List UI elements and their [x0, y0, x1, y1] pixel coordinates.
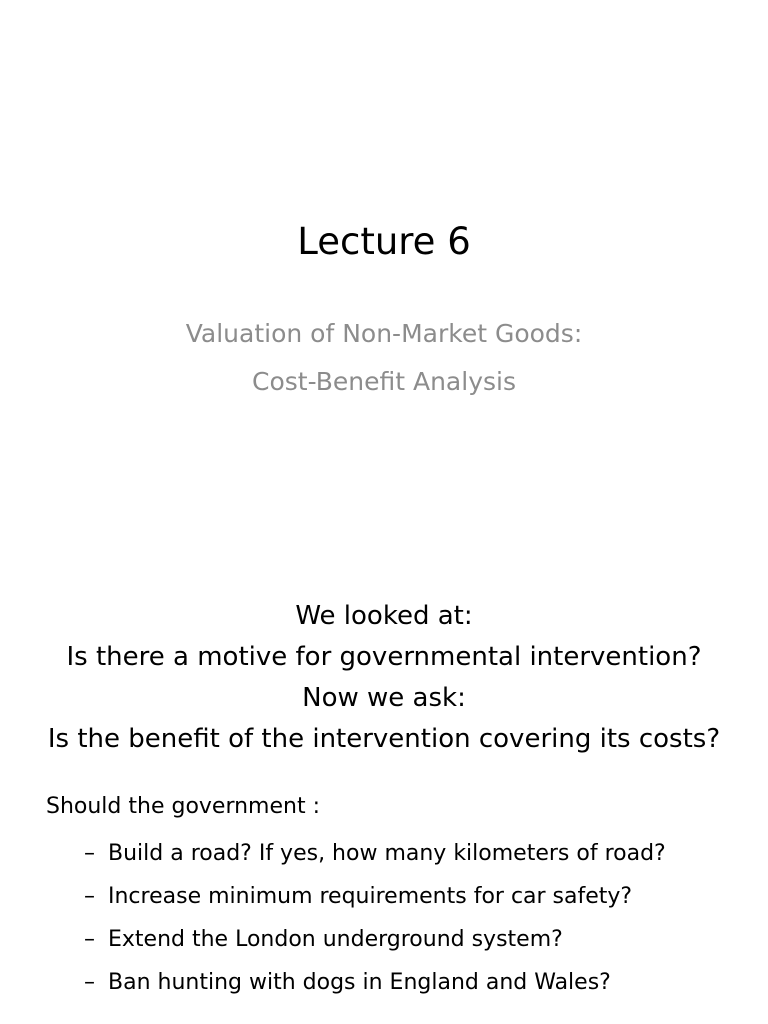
heading-line: We looked at: — [295, 601, 473, 631]
heading-line: Is the benefit of the intervention covering its costs? — [47, 724, 721, 754]
list-item — [84, 922, 666, 965]
heading-line: Now we ask: — [302, 683, 466, 713]
list-item — [84, 965, 666, 1008]
dash-icon: – — [84, 841, 95, 866]
slide-title: Lecture 6 — [297, 220, 471, 263]
list-item — [84, 879, 666, 922]
list-item-text: Ban hunting with dogs in England and Wales? — [108, 970, 611, 995]
dash-icon: – — [84, 970, 95, 995]
heading-line: Is there a motive for governmental intervention? — [66, 642, 702, 672]
bullet-list — [84, 836, 666, 1008]
subtitle-line: Valuation of Non-Market Goods: — [185, 319, 583, 348]
dash-icon: – — [84, 884, 95, 909]
list-item-text: Increase minimum requirements for car safety? — [108, 884, 633, 909]
list-item — [84, 836, 666, 879]
lead-text: Should the government : — [46, 794, 321, 819]
subtitle-line: Cost-Benefit Analysis — [252, 367, 516, 396]
slide-subtitle — [0, 310, 768, 406]
list-item-text: Extend the London underground system? — [108, 927, 563, 952]
dash-icon: – — [84, 927, 95, 952]
question-heading — [0, 596, 768, 760]
content-slide — [0, 512, 768, 1024]
list-item-text: Build a road? If yes, how many kilometers of road? — [108, 841, 666, 866]
